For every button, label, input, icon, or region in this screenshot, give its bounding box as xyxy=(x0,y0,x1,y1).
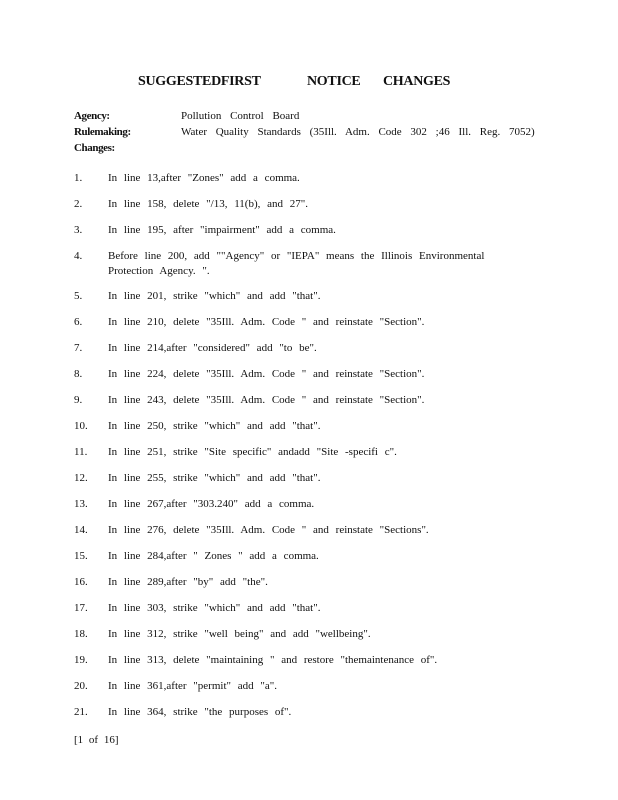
item-number: 5. xyxy=(74,290,83,302)
item-text: In line 361,after "permit" add "a". xyxy=(108,680,277,692)
item-number: 3. xyxy=(74,224,83,236)
title-part-1: SUGGESTEDFIRST xyxy=(138,74,261,89)
item-text: In line 313, delete "maintaining " and restore "themaintenance of". xyxy=(108,654,438,666)
item-number: 4. xyxy=(74,250,83,262)
item-text: In line 158, delete "/13, 11(b), and 27". xyxy=(108,198,309,210)
item-number: 9. xyxy=(74,394,83,406)
item-number: 2. xyxy=(74,198,83,210)
item-number: 13. xyxy=(74,498,88,510)
item-number: 1. xyxy=(74,172,83,184)
item-text: In line 303, strike "which" and add "that". xyxy=(108,602,321,614)
item-number: 21. xyxy=(74,706,88,718)
agency-label: Agency: xyxy=(74,110,110,122)
item-number: 16. xyxy=(74,576,88,588)
item-number: 6. xyxy=(74,316,83,328)
item-number: 19. xyxy=(74,654,88,666)
item-text: In line 276, delete "35Ill. Adm. Code " and reinstate "Sections". xyxy=(108,524,429,536)
rulemaking-value: Water Quality Standards (35Ill. Adm. Code 302 ;46 Ill. Reg. 7052) xyxy=(181,126,535,138)
rulemaking-label: Rulemaking: xyxy=(74,126,131,138)
item-text: In line 312, strike "well being" and add "wellbeing". xyxy=(108,628,371,640)
item-text: In line 214,after "considered" add "to be". xyxy=(108,342,317,354)
item-text: In line 267,after "303.240" add a comma. xyxy=(108,498,315,510)
item-text: In line 224, delete "35Ill. Adm. Code " and reinstate "Section". xyxy=(108,368,425,380)
agency-value: Pollution Control Board xyxy=(181,110,300,122)
item-text: In line 364, strike "the purposes of". xyxy=(108,706,292,718)
page-number: [1 of 16] xyxy=(74,734,119,746)
item-number: 15. xyxy=(74,550,88,562)
changes-label: Changes: xyxy=(74,142,115,154)
title-part-2: NOTICE xyxy=(307,74,361,89)
item-number: 7. xyxy=(74,342,83,354)
item-text: In line 13,after "Zones" add a comma. xyxy=(108,172,300,184)
item-text: In line 255, strike "which" and add "that". xyxy=(108,472,321,484)
item-text: In line 243, delete "35Ill. Adm. Code " and reinstate "Section". xyxy=(108,394,425,406)
item-text: Before line 200, add ""Agency" or "IEPA" means the Illinois Environmental Protection Agency. ". xyxy=(108,250,485,277)
item-text: In line 251, strike "Site specific" andadd "Site -specifi c". xyxy=(108,446,397,458)
item-number: 18. xyxy=(74,628,88,640)
item-text: In line 250, strike "which" and add "that". xyxy=(108,420,321,432)
item-text: In line 289,after "by" add "the". xyxy=(108,576,268,588)
item-number: 10. xyxy=(74,420,88,432)
title-part-3: CHANGES xyxy=(383,74,451,89)
item-number: 11. xyxy=(74,446,88,458)
item-text: In line 195, after "impairment" add a comma. xyxy=(108,224,336,236)
item-text: In line 210, delete "35Ill. Adm. Code " and reinstate "Section". xyxy=(108,316,425,328)
item-number: 17. xyxy=(74,602,88,614)
item-text: In line 201, strike "which" and add "that". xyxy=(108,290,321,302)
item-number: 14. xyxy=(74,524,88,536)
item-text: In line 284,after " Zones " add a comma. xyxy=(108,550,319,562)
item-number: 8. xyxy=(74,368,83,380)
item-number: 12. xyxy=(74,472,88,484)
item-number: 20. xyxy=(74,680,88,692)
